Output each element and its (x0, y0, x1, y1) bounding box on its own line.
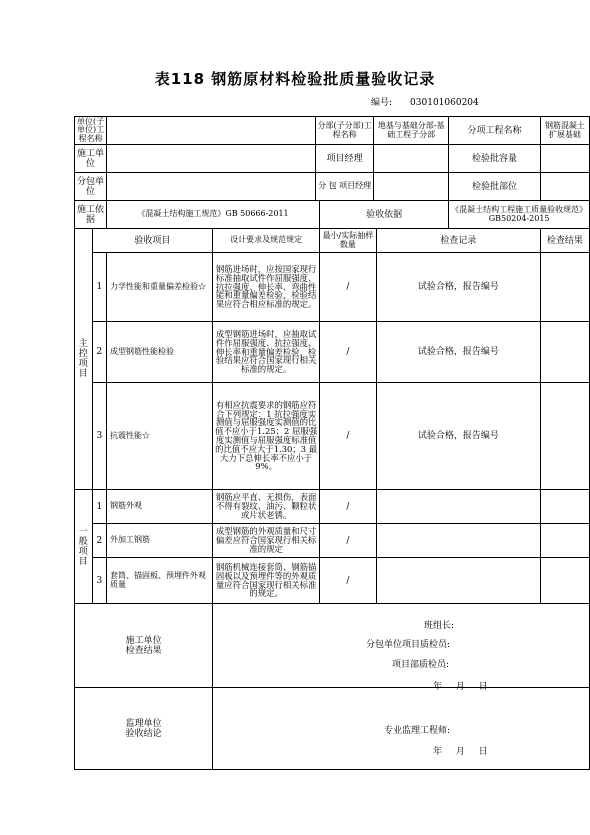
project-manager-label: 项目经理 (316, 145, 374, 173)
general-item-no: 3 (92, 558, 106, 604)
general-item-name: 套筒、锚固板、预埋件外观质量 (107, 558, 213, 604)
main-item-no: 3 (92, 383, 106, 490)
general-item-requirement: 钢筋机械连接套筒、钢筋锚固板以及预埋件等的外观质量应符合国家现行相关标准的规定。 (213, 558, 320, 604)
main-item-name: 力学性能和重量偏差检验☆ (107, 253, 213, 322)
construction-date: 年 月 日 (433, 682, 489, 692)
code-label: 编号: (371, 98, 393, 108)
main-item-result (540, 322, 589, 383)
main-item-sample: / (319, 383, 376, 490)
main-item-sample: / (319, 322, 376, 383)
supervision-date: 年 月 日 (433, 747, 489, 757)
main-item-sample: / (319, 253, 376, 322)
general-item-requirement: 钢筋应平直、无损伤，表面不得有裂纹、油污、颗粒状或片状老锈。 (213, 490, 320, 524)
basis-value: 《混凝土结构施工规范》GB 50666-2011 (107, 201, 320, 229)
project-manager-value (374, 145, 449, 173)
batch-part-value (540, 173, 589, 201)
unit-project-label: 单位(子单位)工程名称 (75, 117, 107, 145)
main-item-result (540, 253, 589, 322)
record-code (371, 95, 479, 108)
general-item-result (540, 558, 589, 604)
general-item-record (376, 490, 540, 524)
main-control-label: 主控项目 (75, 229, 93, 490)
item-value: 钢筋混凝土扩展基础 (540, 117, 589, 145)
general-item-record (376, 558, 540, 604)
batch-part-label: 检验批部位 (449, 173, 541, 201)
main-item-record: 试验合格，报告编号 (376, 253, 540, 322)
col-item-header: 验收项目 (92, 229, 213, 253)
team-leader-label: 班组长: (424, 621, 455, 631)
main-item-name: 成型钢筋性能检验 (107, 322, 213, 383)
code-value: 030101060204 (410, 98, 479, 108)
main-item-name: 抗震性能☆ (107, 383, 213, 490)
subcontract-manager-value (374, 173, 449, 201)
main-item-no: 2 (92, 322, 106, 383)
page-title: 表118 钢筋原材料检验批质量验收记录 (154, 70, 436, 88)
general-item-sample: / (319, 558, 376, 604)
inspection-table (74, 116, 590, 770)
construction-unit-value (107, 145, 316, 173)
main-item-requirement: 有相应抗震要求的钢筋应符合下列规定：1 抗拉强度实测值与屈服强度实测值的比值不应小于1.25；2 屈服强度实测值与屈服强度标准值的比值不应大于1.30；3 最大力下总伸长率不应小于9%。 (213, 383, 320, 490)
col-sample-header: 最小/实际抽样数量 (319, 229, 376, 253)
batch-capacity-label: 检验批容量 (449, 145, 541, 173)
general-item-name: 外加工钢筋 (107, 524, 213, 558)
construction-check-label: 施工单位检查结果 (75, 604, 213, 688)
supervision-label: 监理单位验收结论 (75, 688, 213, 770)
batch-capacity-value (540, 145, 589, 173)
item-label: 分项工程名称 (449, 117, 541, 145)
unit-project-value (107, 117, 316, 145)
col-result-header: 检查结果 (540, 229, 589, 253)
main-item-requirement: 钢筋进场时，应按国家现行标准抽取试件作屈服强度、抗拉强度、伸长率、弯曲性能和重量偏差检验，检验结果应符合相应标准的规定。 (213, 253, 320, 322)
main-item-requirement: 成型钢筋进场时，应抽取试件作屈服强度、抗拉强度、伸长率和重量偏差检验，检验结果应符合国家现行相关标准的规定。 (213, 322, 320, 383)
inspector-label: 项目部质检员: (392, 660, 450, 670)
sub-inspector-label: 分包单位项目质检员: (366, 640, 451, 650)
general-item-label: 一般项目 (75, 490, 93, 604)
main-item-result (540, 383, 589, 490)
general-item-sample: / (319, 524, 376, 558)
subcontract-manager-label: 分 包 项目经理 (316, 173, 374, 201)
subpart-label: 分部(子分部)工程名称 (316, 117, 374, 145)
general-item-sample: / (319, 490, 376, 524)
general-item-name: 钢筋外观 (107, 490, 213, 524)
main-item-record: 试验合格，报告编号 (376, 322, 540, 383)
main-item-record: 试验合格，报告编号 (376, 383, 540, 490)
general-item-record (376, 524, 540, 558)
subcontract-unit-label: 分包单位 (75, 173, 107, 201)
main-item-no: 1 (92, 253, 106, 322)
general-item-no: 1 (92, 490, 106, 524)
acceptance-basis-value: 《混凝土结构工程施工质量验收规范》GB50204-2015 (449, 201, 590, 229)
col-design-header: 设计要求及规范规定 (213, 229, 320, 253)
col-record-header: 检查记录 (376, 229, 540, 253)
general-item-requirement: 成型钢筋的外观质量和尺寸偏差应符合国家现行相关标准的规定 (213, 524, 320, 558)
subcontract-unit-value (107, 173, 316, 201)
basis-label: 施工依据 (75, 201, 107, 229)
construction-unit-label: 施工单位 (75, 145, 107, 173)
subpart-value: 地基与基础分部-基础工程子分部 (374, 117, 449, 145)
general-item-result (540, 490, 589, 524)
general-item-no: 2 (92, 524, 106, 558)
general-item-result (540, 524, 589, 558)
acceptance-basis-label: 验收依据 (319, 201, 448, 229)
supervision-engineer-label: 专业监理工程师: (384, 726, 451, 736)
